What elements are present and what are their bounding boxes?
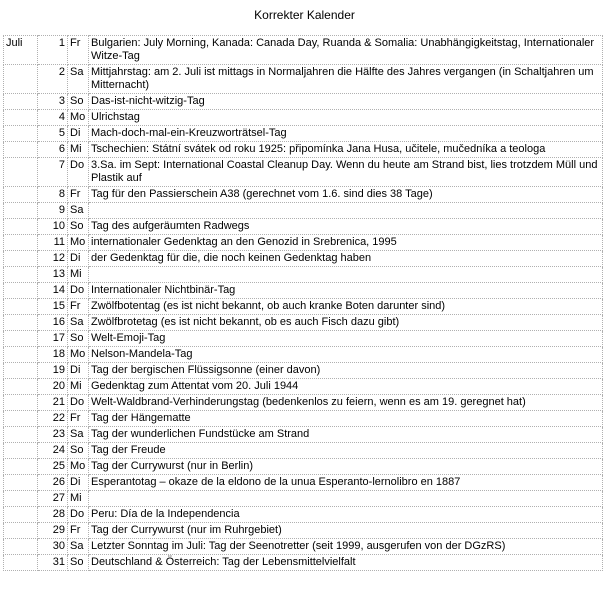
month-cell bbox=[4, 219, 38, 235]
table-row bbox=[4, 395, 603, 411]
table-row bbox=[4, 347, 603, 363]
table-row bbox=[4, 251, 603, 267]
description-cell: Tag der Currywurst (nur im Ruhrgebiet) bbox=[89, 523, 603, 539]
table-row bbox=[4, 142, 603, 158]
page-title: Korrekter Kalender bbox=[254, 8, 355, 22]
table-row bbox=[4, 379, 603, 395]
weekday-cell: Di bbox=[68, 475, 89, 491]
table-row bbox=[4, 315, 603, 331]
month-cell bbox=[4, 555, 38, 571]
table-row bbox=[4, 187, 603, 203]
month-cell bbox=[4, 363, 38, 379]
weekday-cell: Mo bbox=[68, 459, 89, 475]
month-cell bbox=[4, 539, 38, 555]
description-cell: Tag der bergischen Flüssigsonne (einer davon) bbox=[89, 363, 603, 379]
description-cell: Tag der Freude bbox=[89, 443, 603, 459]
description-cell bbox=[89, 203, 603, 219]
day-cell: 17 bbox=[38, 331, 68, 347]
description-cell: Tag der Currywurst (nur in Berlin) bbox=[89, 459, 603, 475]
description-cell bbox=[89, 267, 603, 283]
day-cell: 14 bbox=[38, 283, 68, 299]
day-cell: 19 bbox=[38, 363, 68, 379]
day-cell: 18 bbox=[38, 347, 68, 363]
table-row bbox=[4, 443, 603, 459]
table-row bbox=[4, 539, 603, 555]
day-cell: 16 bbox=[38, 315, 68, 331]
description-cell bbox=[89, 491, 603, 507]
weekday-cell: Di bbox=[68, 363, 89, 379]
description-cell: Gedenktag zum Attentat vom 20. Juli 1944 bbox=[89, 379, 603, 395]
table-row bbox=[4, 459, 603, 475]
day-cell: 23 bbox=[38, 427, 68, 443]
calendar-body bbox=[4, 36, 603, 571]
table-row bbox=[4, 363, 603, 379]
day-cell: 5 bbox=[38, 126, 68, 142]
table-row bbox=[4, 331, 603, 347]
day-cell: 3 bbox=[38, 94, 68, 110]
month-cell: Juli bbox=[4, 36, 38, 65]
day-cell: 1 bbox=[38, 36, 68, 65]
description-cell: Das-ist-nicht-witzig-Tag bbox=[89, 94, 603, 110]
description-cell: Tag des aufgeräumten Radwegs bbox=[89, 219, 603, 235]
day-cell: 13 bbox=[38, 267, 68, 283]
description-cell: Welt-Waldbrand-Verhinderungstag (bedenkenlos zu feiern, wenn es am 19. geregnet hat) bbox=[89, 395, 603, 411]
description-cell: 3.Sa. im Sept: International Coastal Cleanup Day. Wenn du heute am Strand bist, lies trotzdem Müll und Plastik auf bbox=[89, 158, 603, 187]
weekday-cell: Fr bbox=[68, 411, 89, 427]
description-cell: Nelson-Mandela-Tag bbox=[89, 347, 603, 363]
table-row bbox=[4, 65, 603, 94]
description-cell: internationaler Gedenktag an den Genozid in Srebrenica, 1995 bbox=[89, 235, 603, 251]
weekday-cell: Mi bbox=[68, 267, 89, 283]
table-row bbox=[4, 491, 603, 507]
day-cell: 31 bbox=[38, 555, 68, 571]
month-cell bbox=[4, 315, 38, 331]
table-row bbox=[4, 411, 603, 427]
table-row bbox=[4, 235, 603, 251]
weekday-cell: Mo bbox=[68, 347, 89, 363]
calendar-table bbox=[3, 35, 603, 571]
table-row bbox=[4, 267, 603, 283]
table-row bbox=[4, 475, 603, 491]
table-row bbox=[4, 110, 603, 126]
table-row bbox=[4, 283, 603, 299]
description-cell: Welt-Emoji-Tag bbox=[89, 331, 603, 347]
day-cell: 29 bbox=[38, 523, 68, 539]
month-cell bbox=[4, 347, 38, 363]
weekday-cell: Do bbox=[68, 158, 89, 187]
weekday-cell: Di bbox=[68, 126, 89, 142]
description-cell: Bulgarien: July Morning, Kanada: Canada Day, Ruanda & Somalia: Unabhängigkeitstag, Internationaler Witze-Tag bbox=[89, 36, 603, 65]
day-cell: 20 bbox=[38, 379, 68, 395]
day-cell: 15 bbox=[38, 299, 68, 315]
weekday-cell: So bbox=[68, 443, 89, 459]
table-row bbox=[4, 203, 603, 219]
weekday-cell: Sa bbox=[68, 315, 89, 331]
weekday-cell: Do bbox=[68, 395, 89, 411]
weekday-cell: Sa bbox=[68, 427, 89, 443]
description-cell: Zwölfbrotetag (es ist nicht bekannt, ob es auch Fisch dazu gibt) bbox=[89, 315, 603, 331]
weekday-cell: So bbox=[68, 94, 89, 110]
month-cell bbox=[4, 459, 38, 475]
description-cell: der Gedenktag für die, die noch keinen Gedenktag haben bbox=[89, 251, 603, 267]
description-cell: Tschechien: Státní svátek od roku 1925: připomínka Jana Husa, učitele, mučedníka a teologa bbox=[89, 142, 603, 158]
weekday-cell: Sa bbox=[68, 203, 89, 219]
weekday-cell: Fr bbox=[68, 523, 89, 539]
month-cell bbox=[4, 299, 38, 315]
day-cell: 9 bbox=[38, 203, 68, 219]
day-cell: 4 bbox=[38, 110, 68, 126]
month-cell bbox=[4, 507, 38, 523]
description-cell: Deutschland & Österreich: Tag der Lebensmittelvielfalt bbox=[89, 555, 603, 571]
month-cell bbox=[4, 491, 38, 507]
day-cell: 26 bbox=[38, 475, 68, 491]
description-cell: Letzter Sonntag im Juli: Tag der Seenotretter (seit 1999, ausgerufen von der DGzRS) bbox=[89, 539, 603, 555]
month-cell bbox=[4, 187, 38, 203]
day-cell: 8 bbox=[38, 187, 68, 203]
table-row bbox=[4, 219, 603, 235]
month-cell bbox=[4, 411, 38, 427]
day-cell: 11 bbox=[38, 235, 68, 251]
day-cell: 28 bbox=[38, 507, 68, 523]
month-cell bbox=[4, 331, 38, 347]
day-cell: 2 bbox=[38, 65, 68, 94]
weekday-cell: Mo bbox=[68, 110, 89, 126]
description-cell: Zwölfbotentag (es ist nicht bekannt, ob auch kranke Boten darunter sind) bbox=[89, 299, 603, 315]
day-cell: 12 bbox=[38, 251, 68, 267]
weekday-cell: Di bbox=[68, 251, 89, 267]
table-row bbox=[4, 507, 603, 523]
day-cell: 7 bbox=[38, 158, 68, 187]
weekday-cell: Mi bbox=[68, 379, 89, 395]
day-cell: 10 bbox=[38, 219, 68, 235]
description-cell: Tag für den Passierschein A38 (gerechnet vom 1.6. sind dies 38 Tage) bbox=[89, 187, 603, 203]
weekday-cell: So bbox=[68, 331, 89, 347]
day-cell: 30 bbox=[38, 539, 68, 555]
month-cell bbox=[4, 235, 38, 251]
weekday-cell: So bbox=[68, 219, 89, 235]
month-cell bbox=[4, 523, 38, 539]
day-cell: 27 bbox=[38, 491, 68, 507]
weekday-cell: Fr bbox=[68, 187, 89, 203]
month-cell bbox=[4, 110, 38, 126]
description-cell: Tag der Hängematte bbox=[89, 411, 603, 427]
day-cell: 21 bbox=[38, 395, 68, 411]
weekday-cell: Fr bbox=[68, 299, 89, 315]
description-cell: Esperantotag – okaze de la eldono de la unua Esperanto-lernolibro en 1887 bbox=[89, 475, 603, 491]
weekday-cell: Do bbox=[68, 507, 89, 523]
weekday-cell: Sa bbox=[68, 539, 89, 555]
table-row bbox=[4, 94, 603, 110]
table-row bbox=[4, 427, 603, 443]
weekday-cell: Mo bbox=[68, 235, 89, 251]
table-row bbox=[4, 299, 603, 315]
month-cell bbox=[4, 142, 38, 158]
month-cell bbox=[4, 94, 38, 110]
day-cell: 24 bbox=[38, 443, 68, 459]
table-row bbox=[4, 126, 603, 142]
weekday-cell: Mi bbox=[68, 142, 89, 158]
description-cell: Mach-doch-mal-ein-Kreuzworträtsel-Tag bbox=[89, 126, 603, 142]
day-cell: 6 bbox=[38, 142, 68, 158]
weekday-cell: Mi bbox=[68, 491, 89, 507]
weekday-cell: So bbox=[68, 555, 89, 571]
month-cell bbox=[4, 251, 38, 267]
month-cell bbox=[4, 65, 38, 94]
month-cell bbox=[4, 395, 38, 411]
month-cell bbox=[4, 267, 38, 283]
day-cell: 22 bbox=[38, 411, 68, 427]
weekday-cell: Fr bbox=[68, 36, 89, 65]
description-cell: Mittjahrstag: am 2. Juli ist mittags in Normaljahren die Hälfte des Jahres vergangen (in Schaltjahren um Mitternacht) bbox=[89, 65, 603, 94]
month-cell bbox=[4, 475, 38, 491]
month-cell bbox=[4, 283, 38, 299]
day-cell: 25 bbox=[38, 459, 68, 475]
description-cell: Ulrichstag bbox=[89, 110, 603, 126]
month-cell bbox=[4, 203, 38, 219]
description-cell: Tag der wunderlichen Fundstücke am Strand bbox=[89, 427, 603, 443]
weekday-cell: Do bbox=[68, 283, 89, 299]
table-row bbox=[4, 523, 603, 539]
table-row bbox=[4, 555, 603, 571]
weekday-cell: Sa bbox=[68, 65, 89, 94]
month-cell bbox=[4, 427, 38, 443]
table-row bbox=[4, 36, 603, 65]
description-cell: Internationaler Nichtbinär-Tag bbox=[89, 283, 603, 299]
month-cell bbox=[4, 126, 38, 142]
month-cell bbox=[4, 379, 38, 395]
month-cell bbox=[4, 158, 38, 187]
description-cell: Peru: Día de la Independencia bbox=[89, 507, 603, 523]
month-cell bbox=[4, 443, 38, 459]
table-row bbox=[4, 158, 603, 187]
